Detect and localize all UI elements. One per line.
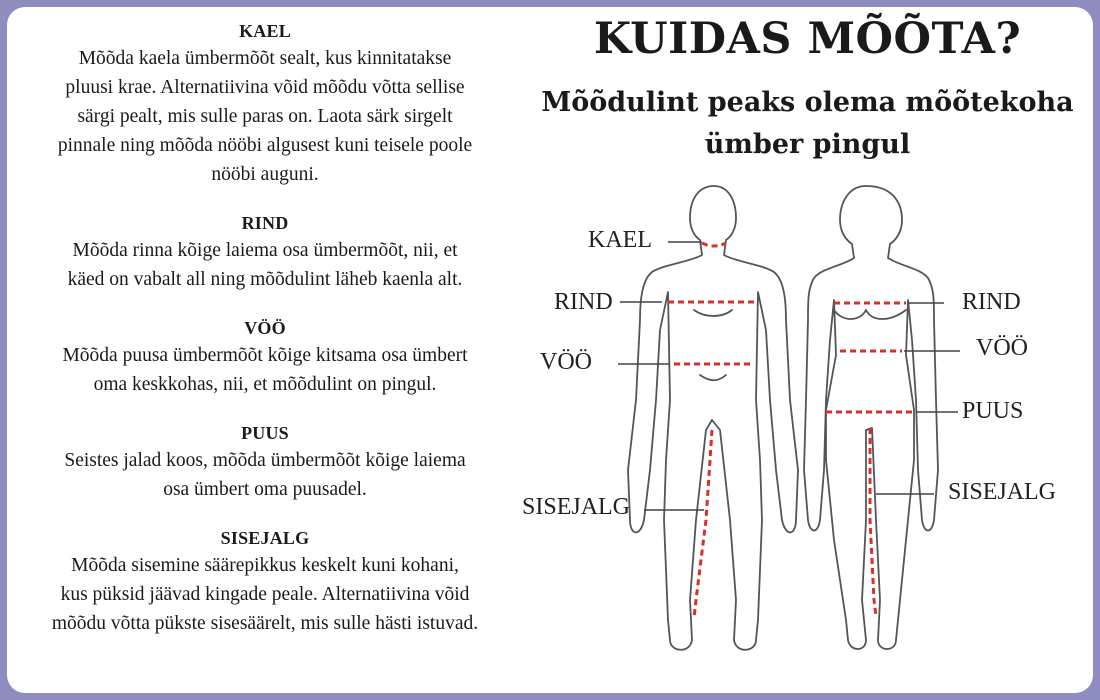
section-heading: PUUS [241, 423, 289, 443]
male-figure-illustration [628, 186, 798, 650]
text-line: särgi pealt, mis sulle paras on. Laota särk sirgelt [77, 106, 453, 127]
label-rind-male: RIND [554, 289, 613, 315]
text-line: mõõdu võtta pükste sisesäärelt, mis sulle hästi istuvad. [51, 613, 479, 634]
text-line: Mõõda kaela ümbermõõt sealt, kus kinnitatakse [78, 48, 452, 69]
label-voo-female: VÖÖ [976, 335, 1028, 361]
label-voo-male: VÖÖ [540, 349, 592, 375]
section-heading: SISEJALG [220, 528, 310, 548]
text-line: pinnale ning mõõda nööbi algusest kuni teisele poole [57, 135, 473, 156]
subtitle-line: ümber pingul [704, 129, 911, 160]
label-kael: KAEL [588, 227, 652, 253]
section-heading: RIND [241, 213, 289, 233]
text-line: Mõõda rinna kõige laiema osa ümbermõõt, nii, et [72, 240, 458, 261]
text-line: oma keskkohas, nii, et mõõdulint on pingul. [93, 374, 437, 395]
label-rind-female: RIND [962, 289, 1021, 315]
text-line: käed on vabalt all ning mõõdulint läheb kaenla alt. [67, 269, 463, 290]
measurement-lines [668, 243, 914, 618]
text-line: Mõõda sisemine säärepikkus keskelt kuni kohani, [71, 555, 459, 576]
text-line: Mõõda puusa ümbermõõt kõige kitsama osa ümbert [62, 345, 468, 366]
male-neck-measure-line [702, 243, 726, 246]
text-line: osa ümbert oma puusadel. [163, 479, 367, 500]
label-puus-female: PUUS [962, 398, 1024, 424]
female-figure-illustration [804, 186, 938, 649]
text-line: pluusi krae. Alternatiivina võid mõõdu võtta sellise [65, 77, 465, 98]
text-line: Seistes jalad koos, mõõda ümbermõõt kõige laiema [64, 450, 466, 471]
subtitle-line: Mõõdulint peaks olema mõõtekoha [541, 87, 1074, 118]
label-sisejalg-female: SISEJALG [948, 479, 1057, 505]
label-sisejalg-male: SISEJALG [522, 494, 631, 520]
section-heading: VÖÖ [244, 318, 286, 338]
page-title: KUIDAS MÕÕTA? [593, 14, 1022, 64]
text-line: kus püksid jäävad kingade peale. Alternatiivina võid [60, 584, 470, 605]
section-heading: KAEL [239, 21, 291, 41]
text-line: nööbi auguni. [211, 164, 319, 185]
